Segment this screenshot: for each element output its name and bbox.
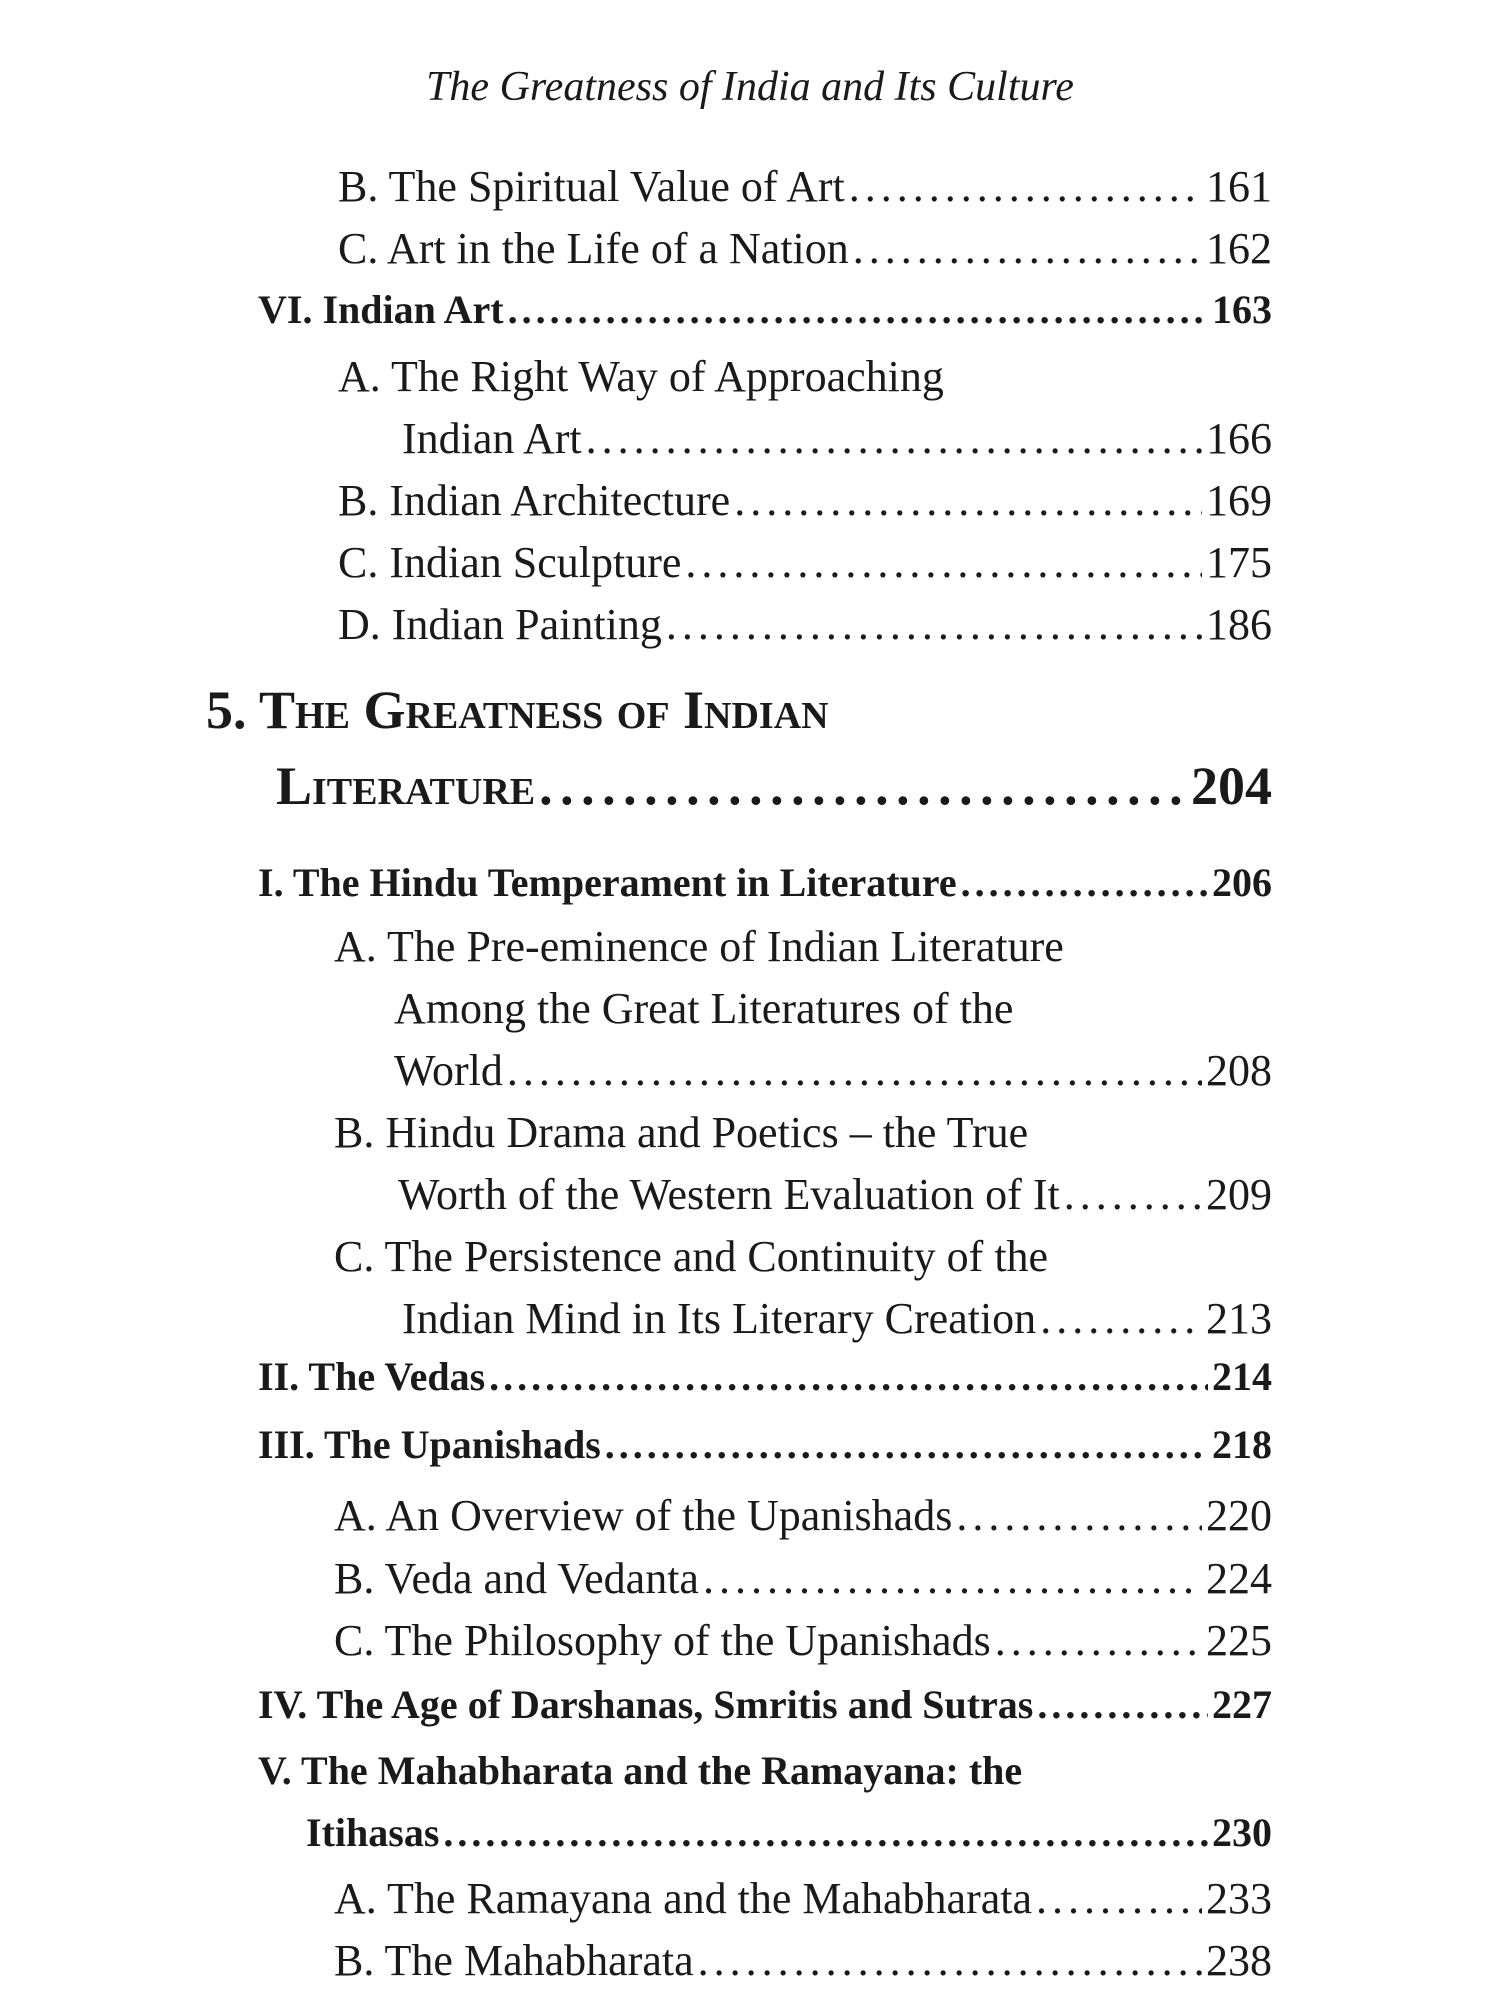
toc-page-number: 163	[1212, 287, 1272, 332]
toc-entry-title: V. The Mahabharata and the Ramayana: the	[258, 1748, 1023, 1793]
dot-leader	[586, 408, 1202, 470]
toc-entry-title: IV. The Age of Darshanas, Smritis and Sutras	[258, 1682, 1034, 1727]
toc-page-number: 214	[1212, 1354, 1272, 1399]
dot-leader	[734, 470, 1202, 532]
chapter-title: 5. The Greatness of Indian	[206, 680, 829, 740]
toc-entry-title: C. Art in the Life of a Nation	[338, 224, 849, 273]
toc-section-entry[interactable]	[258, 1414, 1272, 1476]
toc-entry-title: B. Indian Architecture	[338, 476, 731, 525]
toc-entry[interactable]	[338, 346, 1272, 463]
dot-leader	[1064, 1164, 1202, 1226]
toc-section-entry[interactable]	[258, 1346, 1272, 1408]
toc-page-number: 206	[1212, 860, 1272, 905]
toc-entry-title: C. The Philosophy of the Upanishads	[334, 1616, 991, 1665]
toc-page-number: 169	[1206, 476, 1272, 525]
dot-leader	[1037, 1674, 1208, 1736]
dot-leader	[443, 1802, 1208, 1864]
toc-entry-title-cont: World	[394, 1046, 503, 1095]
toc-page-number: 208	[1206, 1046, 1272, 1095]
toc-entry-title: C. Indian Sculpture	[338, 538, 682, 587]
toc-entry[interactable]	[334, 1102, 1272, 1219]
dot-leader	[685, 532, 1202, 594]
toc-page-number: 166	[1206, 414, 1272, 463]
toc-entry-title-cont: Itihasas	[306, 1810, 440, 1855]
toc-page-number: 230	[1212, 1810, 1272, 1855]
toc-entry[interactable]	[334, 1610, 1272, 1672]
toc-page-number: 224	[1206, 1554, 1272, 1603]
toc-entry-title: A. The Pre-eminence of Indian Literature	[334, 922, 1064, 971]
toc-page-number: 186	[1206, 600, 1272, 649]
toc-section-entry[interactable]	[258, 852, 1272, 914]
toc-entry-title: B. The Spiritual Value of Art	[338, 162, 845, 211]
toc-entry[interactable]	[338, 218, 1272, 280]
dot-leader	[507, 1040, 1202, 1102]
dot-leader	[489, 1346, 1208, 1408]
toc-entry[interactable]	[334, 916, 1272, 1095]
toc-entry-title: A. The Right Way of Approaching	[338, 352, 944, 401]
dot-leader	[849, 156, 1202, 218]
toc-page-number: 227	[1212, 1682, 1272, 1727]
toc-entry-title: D. Indian Painting	[338, 600, 662, 649]
toc-section-entry[interactable]	[258, 279, 1272, 341]
toc-page-number: 175	[1206, 538, 1272, 587]
dot-leader	[961, 852, 1208, 914]
toc-page-number: 213	[1206, 1294, 1272, 1343]
toc-entry[interactable]	[334, 1548, 1272, 1610]
toc-entry-title-cont: Among the Great Literatures of the	[394, 984, 1014, 1033]
toc-chapter-entry[interactable]	[206, 672, 1272, 816]
dot-leader	[703, 1548, 1202, 1610]
toc-entry[interactable]	[338, 532, 1272, 594]
toc-page-number: 225	[1206, 1616, 1272, 1665]
dot-leader	[666, 594, 1202, 656]
toc-entry[interactable]	[334, 1930, 1272, 1992]
toc-entry[interactable]	[338, 594, 1272, 656]
toc-page-number: 161	[1206, 162, 1272, 211]
toc-entry-title: A. An Overview of the Upanishads	[334, 1491, 953, 1540]
toc-section-entry[interactable]	[258, 1740, 1272, 1855]
dot-leader	[995, 1610, 1202, 1672]
toc-page-number: 162	[1206, 224, 1272, 273]
dot-leader	[956, 1485, 1202, 1547]
dot-leader	[1040, 1288, 1202, 1350]
toc-page-number: 238	[1206, 1936, 1272, 1985]
toc-entry-title: II. The Vedas	[258, 1354, 486, 1399]
toc-entry-title: B. Veda and Vedanta	[334, 1554, 699, 1603]
toc-entry-title: C. The Persistence and Continuity of the	[334, 1232, 1049, 1281]
dot-leader	[539, 748, 1187, 824]
toc-entry[interactable]	[334, 1485, 1272, 1547]
toc-entry-title: III. The Upanishads	[258, 1422, 601, 1467]
toc-entry-title-cont: Worth of the Western Evaluation of It	[398, 1170, 1060, 1219]
toc-page-number: 220	[1206, 1491, 1272, 1540]
toc-entry-title: I. The Hindu Temperament in Literature	[258, 860, 957, 905]
toc-section-entry[interactable]	[258, 1674, 1272, 1736]
toc-entry-title: B. The Mahabharata	[334, 1936, 694, 1985]
toc-entry[interactable]	[338, 470, 1272, 532]
toc-entry[interactable]	[334, 1868, 1272, 1930]
toc-entry[interactable]	[338, 156, 1272, 218]
dot-leader	[853, 218, 1202, 280]
toc-entry-title: A. The Ramayana and the Mahabharata	[334, 1874, 1033, 1923]
toc-page-number: 204	[1191, 756, 1272, 816]
toc-entry[interactable]	[334, 1226, 1272, 1343]
chapter-title-cont: Literature	[276, 756, 536, 816]
dot-leader	[508, 279, 1208, 341]
toc-entry-title: VI. Indian Art	[258, 287, 504, 332]
toc-entry-title: B. Hindu Drama and Poetics – the True	[334, 1108, 1029, 1157]
toc-entry-title-cont: Indian Mind in Its Literary Creation	[402, 1294, 1037, 1343]
toc-page-number: 209	[1206, 1170, 1272, 1219]
toc-entry-title-cont: Indian Art	[402, 414, 582, 463]
dot-leader	[1036, 1868, 1202, 1930]
dot-leader	[698, 1930, 1202, 1992]
toc-page-number: 218	[1212, 1422, 1272, 1467]
running-header: The Greatness of India and Its Culture	[426, 64, 1074, 110]
toc-page-number: 233	[1206, 1874, 1272, 1923]
dot-leader	[605, 1414, 1208, 1476]
